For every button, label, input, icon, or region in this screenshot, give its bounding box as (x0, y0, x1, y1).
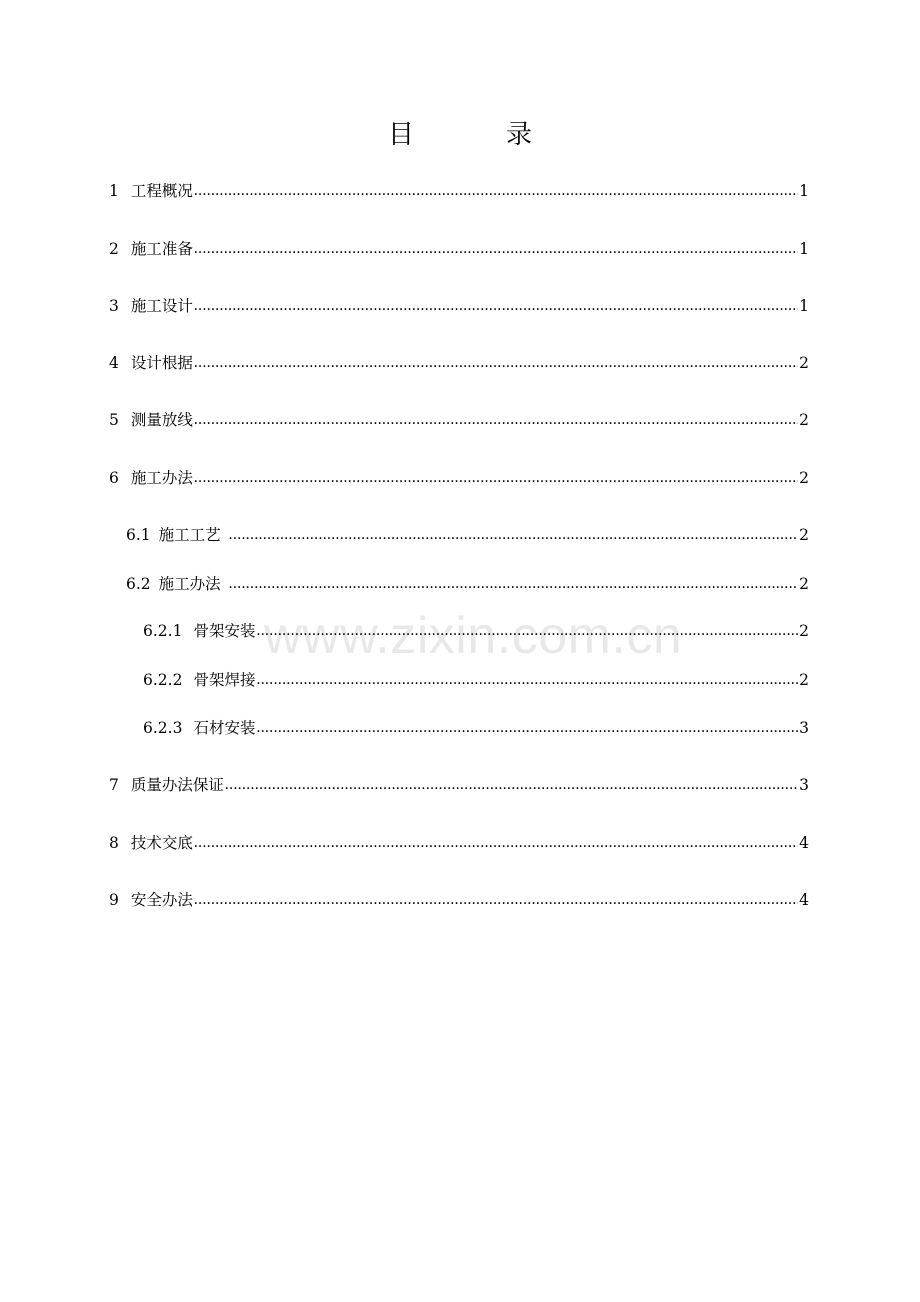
dot-leader (194, 180, 798, 202)
toc-entry-number: 6.2 (126, 575, 151, 593)
toc-entry-page: 3 (799, 719, 809, 737)
toc-entry-page: 1 (799, 182, 809, 200)
dot-leader (256, 620, 798, 642)
toc-entry-6[interactable] (109, 467, 809, 489)
toc-entry-page: 2 (799, 354, 809, 372)
toc-title-char-2: 录 (506, 120, 533, 150)
toc-entry-number: 8 (109, 834, 119, 852)
dot-leader (194, 352, 798, 374)
toc-entry-page: 2 (799, 622, 809, 640)
toc-entry-title: 技术交底 (130, 834, 193, 852)
toc-entry-title: 安全办法 (130, 891, 193, 909)
dot-leader (194, 409, 798, 431)
toc-entry-title: 施工设计 (130, 297, 193, 315)
toc-entry-page: 1 (799, 240, 809, 258)
dot-leader (194, 295, 798, 317)
toc-entry-title: 骨架安装 (193, 622, 256, 640)
toc-entry-title: 设计根据 (130, 354, 193, 372)
toc-entry-number: 6.2.2 (143, 671, 183, 689)
dot-leader (225, 774, 798, 796)
toc-entry-title: 石材安装 (193, 719, 256, 737)
dot-leader (194, 238, 798, 260)
toc-entry-page: 1 (799, 297, 809, 315)
toc-title-char-1: 目 (387, 120, 414, 150)
toc-entry-page: 2 (799, 526, 809, 544)
toc-entry-6-2-3[interactable] (143, 717, 809, 739)
toc-entry-title: 质量办法保证 (130, 776, 224, 794)
toc-entry-number: 6.2.3 (143, 719, 183, 737)
toc-entry-number: 5 (109, 411, 119, 429)
toc-entry-number: 2 (109, 240, 119, 258)
toc-entry-title: 施工办法 (158, 575, 221, 593)
toc-entry-title: 施工办法 (130, 469, 193, 487)
toc-entry-page: 2 (799, 469, 809, 487)
toc-entry-number: 9 (109, 891, 119, 909)
toc-entry-number: 6 (109, 469, 119, 487)
toc-entry-7[interactable] (109, 774, 809, 796)
toc-entry-number: 4 (109, 354, 119, 372)
toc-entry-2[interactable] (109, 238, 809, 260)
toc-entry-1[interactable] (109, 180, 809, 202)
toc-entry-3[interactable] (109, 295, 809, 317)
toc-entry-number: 6.1 (126, 526, 151, 544)
toc-entry-6-2-1[interactable] (143, 620, 809, 642)
toc-entry-page: 2 (799, 575, 809, 593)
toc-entry-6-2[interactable] (126, 573, 809, 595)
toc-entry-number: 1 (109, 182, 119, 200)
toc-entry-title: 测量放线 (130, 411, 193, 429)
toc-entry-page: 4 (799, 834, 809, 852)
dot-leader (194, 889, 798, 911)
toc-entry-number: 3 (109, 297, 119, 315)
toc-entry-title: 工程概况 (130, 182, 193, 200)
toc-entry-8[interactable] (109, 832, 809, 854)
toc-entry-page: 3 (799, 776, 809, 794)
toc-entry-title: 骨架焊接 (193, 671, 256, 689)
toc-entry-title: 施工工艺 (158, 526, 221, 544)
toc-entry-number: 7 (109, 776, 119, 794)
toc-entry-page: 2 (799, 671, 809, 689)
watermark: www.zixin.com.cn (264, 607, 683, 665)
toc-entry-title: 施工准备 (130, 240, 193, 258)
toc-entry-6-2-2[interactable] (143, 669, 809, 691)
dot-leader (256, 717, 798, 739)
dot-leader (194, 467, 798, 489)
toc-entry-number: 6.2.1 (143, 622, 183, 640)
toc-entry-page: 2 (799, 411, 809, 429)
toc-entry-page: 4 (799, 891, 809, 909)
toc-entry-9[interactable] (109, 889, 809, 911)
toc-entry-5[interactable] (109, 409, 809, 431)
dot-leader (256, 669, 798, 691)
toc-entry-6-1[interactable] (126, 524, 809, 546)
dot-leader (229, 524, 798, 546)
toc-entry-4[interactable] (109, 352, 809, 374)
dot-leader (194, 832, 798, 854)
dot-leader (229, 573, 798, 595)
